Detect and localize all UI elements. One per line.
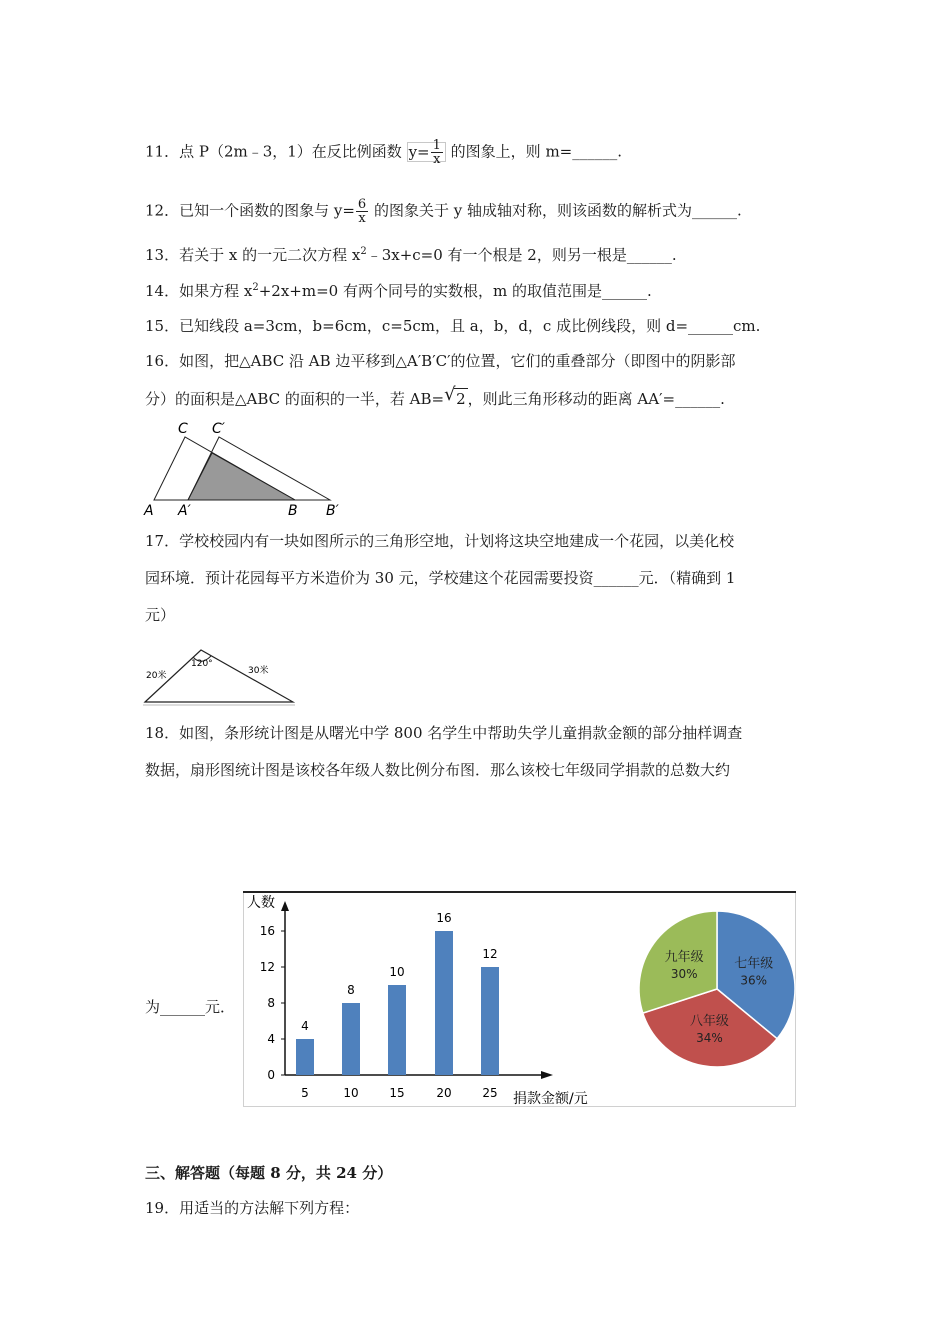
q11-numerator: 1 — [432, 138, 441, 153]
q12-numerator: 6 — [357, 197, 367, 212]
y-tick-label: 0 — [267, 1068, 275, 1082]
question-17-line2: 园环境．预计花园每平方米造价为 30 元，学校建这个花园需要投资______元．（精确到 1 — [145, 569, 736, 587]
x-tick-label: 20 — [436, 1086, 452, 1100]
garden-triangle — [145, 650, 293, 702]
bar-data-label: 10 — [389, 965, 405, 979]
question-13 — [145, 245, 677, 265]
question-18-line2: 数据，扇形图统计图是该校各年级人数比例分布图．那么该校七年级同学捐款的总数大约 — [145, 761, 731, 779]
bar — [481, 967, 499, 1075]
x-axis-label: 捐款金额/元 — [513, 1091, 588, 1107]
q11-fraction — [431, 139, 443, 166]
pie-chart — [639, 911, 795, 1067]
q18-statistics-charts — [243, 891, 796, 1107]
question-17-line3: 元） — [145, 606, 176, 624]
bar-data-label: 8 — [347, 983, 355, 997]
q12-text-pre: 12．已知一个函数的图象与 y= — [145, 201, 355, 220]
q11-text-post: 的图象上，则 m=______. — [445, 142, 623, 161]
label-c-prime: C′ — [212, 421, 225, 437]
x-tick-label: 25 — [482, 1086, 498, 1100]
y-tick-label: 12 — [259, 960, 275, 974]
x-tick-label: 10 — [343, 1086, 359, 1100]
question-17-line1: 17．学校校园内有一块如图所示的三角形空地，计划将这块空地建成一个花园，以美化校 — [145, 532, 735, 550]
y-axis-label: 人数 — [247, 895, 275, 911]
angle-label: 120° — [191, 659, 213, 669]
pie-slice-percent: 34% — [696, 1030, 723, 1045]
q14-exponent: 2 — [252, 282, 259, 293]
question-14 — [145, 281, 652, 301]
label-c: C — [178, 421, 188, 437]
q12-fraction — [356, 198, 368, 225]
x-tick-label: 5 — [301, 1086, 309, 1100]
q16-sqrt — [444, 384, 468, 409]
y-tick-label: 16 — [259, 924, 275, 938]
x-tick-label: 15 — [389, 1086, 405, 1100]
bar-data-label: 12 — [482, 947, 498, 961]
label-b-prime: B′ — [326, 503, 339, 519]
label-a: A — [144, 503, 154, 519]
bar-data-label: 4 — [301, 1019, 309, 1033]
q11-text-pre: 11．点 P（2m﹣3，1）在反比例函数 — [145, 142, 407, 161]
overlap-shade — [188, 453, 295, 500]
sqrt-radicand: 2 — [456, 390, 466, 408]
q12-denominator: x — [358, 211, 366, 226]
q16-text-pre: 分）的面积是△ABC 的面积的一半，若 AB= — [145, 390, 445, 408]
label-a-prime: A′ — [178, 503, 191, 519]
q11-denominator: x — [433, 152, 441, 167]
question-11 — [145, 139, 622, 166]
sqrt-symbol: √ — [444, 384, 456, 405]
q13-exponent: 2 — [360, 246, 367, 257]
q14-text-pre: 14．如果方程 x — [145, 282, 253, 300]
bar — [388, 985, 406, 1075]
pie-slice-name: 九年级 — [664, 950, 704, 966]
q11-y-eq: y= — [408, 142, 430, 161]
side-label-left: 20米 — [146, 671, 167, 681]
y-tick-label: 4 — [267, 1032, 275, 1046]
q17-garden-triangle-figure — [143, 642, 295, 708]
question-16-line1: 16．如图，把△ABC 沿 AB 边平移到△A′B′C′的位置，它们的重叠部分（即图中的阴影部 — [145, 352, 736, 370]
pie-slice-name: 七年级 — [734, 956, 774, 972]
q16-translation-figure — [140, 415, 350, 520]
q13-text-post: ﹣3x+c=0 有一个根是 2，则另一根是______. — [366, 246, 677, 264]
bar — [296, 1039, 314, 1075]
bar-data-label: 16 — [436, 911, 452, 925]
q14-text-post: +2x+m=0 有两个同号的实数根，m 的取值范围是______. — [258, 282, 652, 300]
label-b: B — [288, 503, 298, 519]
pie-slice-percent: 30% — [670, 967, 698, 982]
question-18-line1: 18．如图，条形统计图是从曙光中学 800 名学生中帮助失学儿童捐款金额的部分抽样调查 — [145, 724, 743, 742]
question-19: 19．用适当的方法解下列方程： — [145, 1199, 360, 1217]
question-18-line3: 为______元． — [145, 998, 236, 1016]
bar — [342, 1003, 360, 1075]
question-15: 15．已知线段 a=3cm，b=6cm，c=5cm，且 a，b，d，c 成比例线段，则 d=______cm. — [145, 317, 761, 335]
q12-text-post: 的图象关于 y 轴成轴对称，则该函数的解析式为______. — [369, 201, 742, 220]
section-3-title: 三、解答题（每题 8 分，共 24 分） — [145, 1164, 393, 1182]
y-tick-label: 8 — [267, 996, 275, 1010]
pie-slice-percent: 36% — [740, 973, 768, 988]
pie-slice-name: 八年级 — [689, 1013, 729, 1029]
q11-function — [407, 138, 446, 167]
question-16-line2 — [145, 384, 725, 409]
q16-text-post: ，则此三角形移动的距离 AA′=______. — [467, 390, 725, 408]
q13-text-pre: 13．若关于 x 的一元二次方程 x — [145, 246, 361, 264]
bar — [435, 931, 453, 1075]
side-label-right: 30米 — [248, 666, 269, 676]
question-12 — [145, 198, 742, 225]
